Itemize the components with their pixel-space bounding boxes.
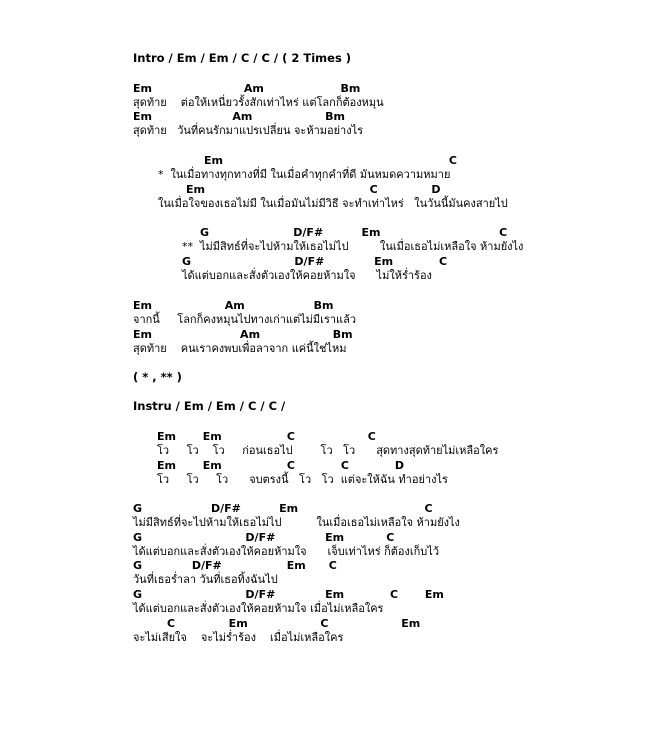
- chord-line: Em Am Bm: [133, 82, 361, 95]
- chord-line: G D/F# Em C: [133, 531, 395, 544]
- chord-line: G D/F# Em C: [133, 559, 337, 572]
- lyric-line: ได้แต่บอกและสั่งตัวเองให้คอยห้ามใจ เมื่อไม่เหลือใคร: [133, 602, 384, 615]
- lyric-line: ได้แต่บอกและสั่งตัวเองให้คอยห้ามใจ ไม่ให้ร่ำร้อง: [182, 269, 432, 282]
- lyric-line: สุดท้าย ต่อให้เหนี่ยวรั้งสักเท่าไหร่ แต่โลกก็ต้องหมุน: [133, 96, 384, 109]
- lyric-line: ** ไม่มีสิทธ์ที่จะไปห้ามให้เธอไม่ไป ในเมื่อเธอไม่เหลือใจ ห้ามยังไง: [182, 240, 524, 253]
- lyric-line: โว โว โว ก่อนเธอไป โว โว สุดทางสุดท้ายไม่เหลือใคร: [157, 444, 499, 457]
- lyric-line: สุดท้าย วันที่คนรักมาแปรเปลี่ยน จะห้ามอย่างไร: [133, 124, 364, 137]
- instru-heading: Instru / Em / Em / C / C /: [133, 399, 286, 413]
- lyric-line: โว โว โว จบตรงนี้ โว โว แต่จะให้ฉัน ทำอย่างไร: [157, 473, 448, 486]
- chord-line: Em C: [204, 154, 457, 167]
- lyric-line: วันที่เธอร่ำลา วันที่เธอทิ้งฉันไป: [133, 573, 278, 586]
- chord-line: C Em C Em: [167, 617, 421, 630]
- chord-line: Em C D: [186, 183, 441, 196]
- intro-heading: Intro / Em / Em / C / C / ( 2 Times ): [133, 51, 352, 65]
- chord-line: G D/F# Em C: [182, 255, 448, 268]
- chord-line: Em Am Bm: [133, 328, 353, 341]
- chord-line: Em Em C C D: [157, 459, 405, 472]
- repeat-heading: ( * , ** ): [133, 370, 182, 384]
- lyric-line: ได้แต่บอกและสั่งตัวเองให้คอยห้ามใจ เจ็บเท่าไหร่ ก็ต้องเก็บไว้: [133, 545, 440, 558]
- lyric-line: ในเมื่อใจของเธอไม่มี ในเมื่อมันไม่มีวิธี จะทำเท่าไหร่ ในวันนี้มันคงสายไป: [158, 197, 508, 210]
- lyric-line: จะไม่เสียใจ จะไม่ร่ำร้อง เมื่อไม่เหลือใคร: [133, 631, 344, 644]
- chord-line: Em Em C C: [157, 430, 376, 443]
- chord-line: G D/F# Em C: [133, 502, 433, 515]
- chord-line: Em Am Bm: [133, 299, 334, 312]
- chord-line: G D/F# Em C Em: [133, 588, 444, 601]
- lyric-line: ไม่มีสิทธ์ที่จะไปห้ามให้เธอไม่ไป ในเมื่อเธอไม่เหลือใจ ห้ามยังไง: [133, 516, 460, 529]
- chord-line: Em Am Bm: [133, 110, 345, 123]
- lyric-line: จากนี้ โลกก็คงหมุนไปทางเก่าแต่ไม่มีเราแล้ว: [133, 313, 357, 326]
- chord-line: G D/F# Em C: [200, 226, 508, 239]
- lyric-line: * ในเมื่อทางทุกทางที่มี ในเมื่อคำทุกคำที่ดี มันหมดความหมาย: [158, 168, 451, 181]
- lyric-line: สุดท้าย คนเราคงพบเพื่อลาจาก แค่นี้ใช่ไหม: [133, 342, 347, 355]
